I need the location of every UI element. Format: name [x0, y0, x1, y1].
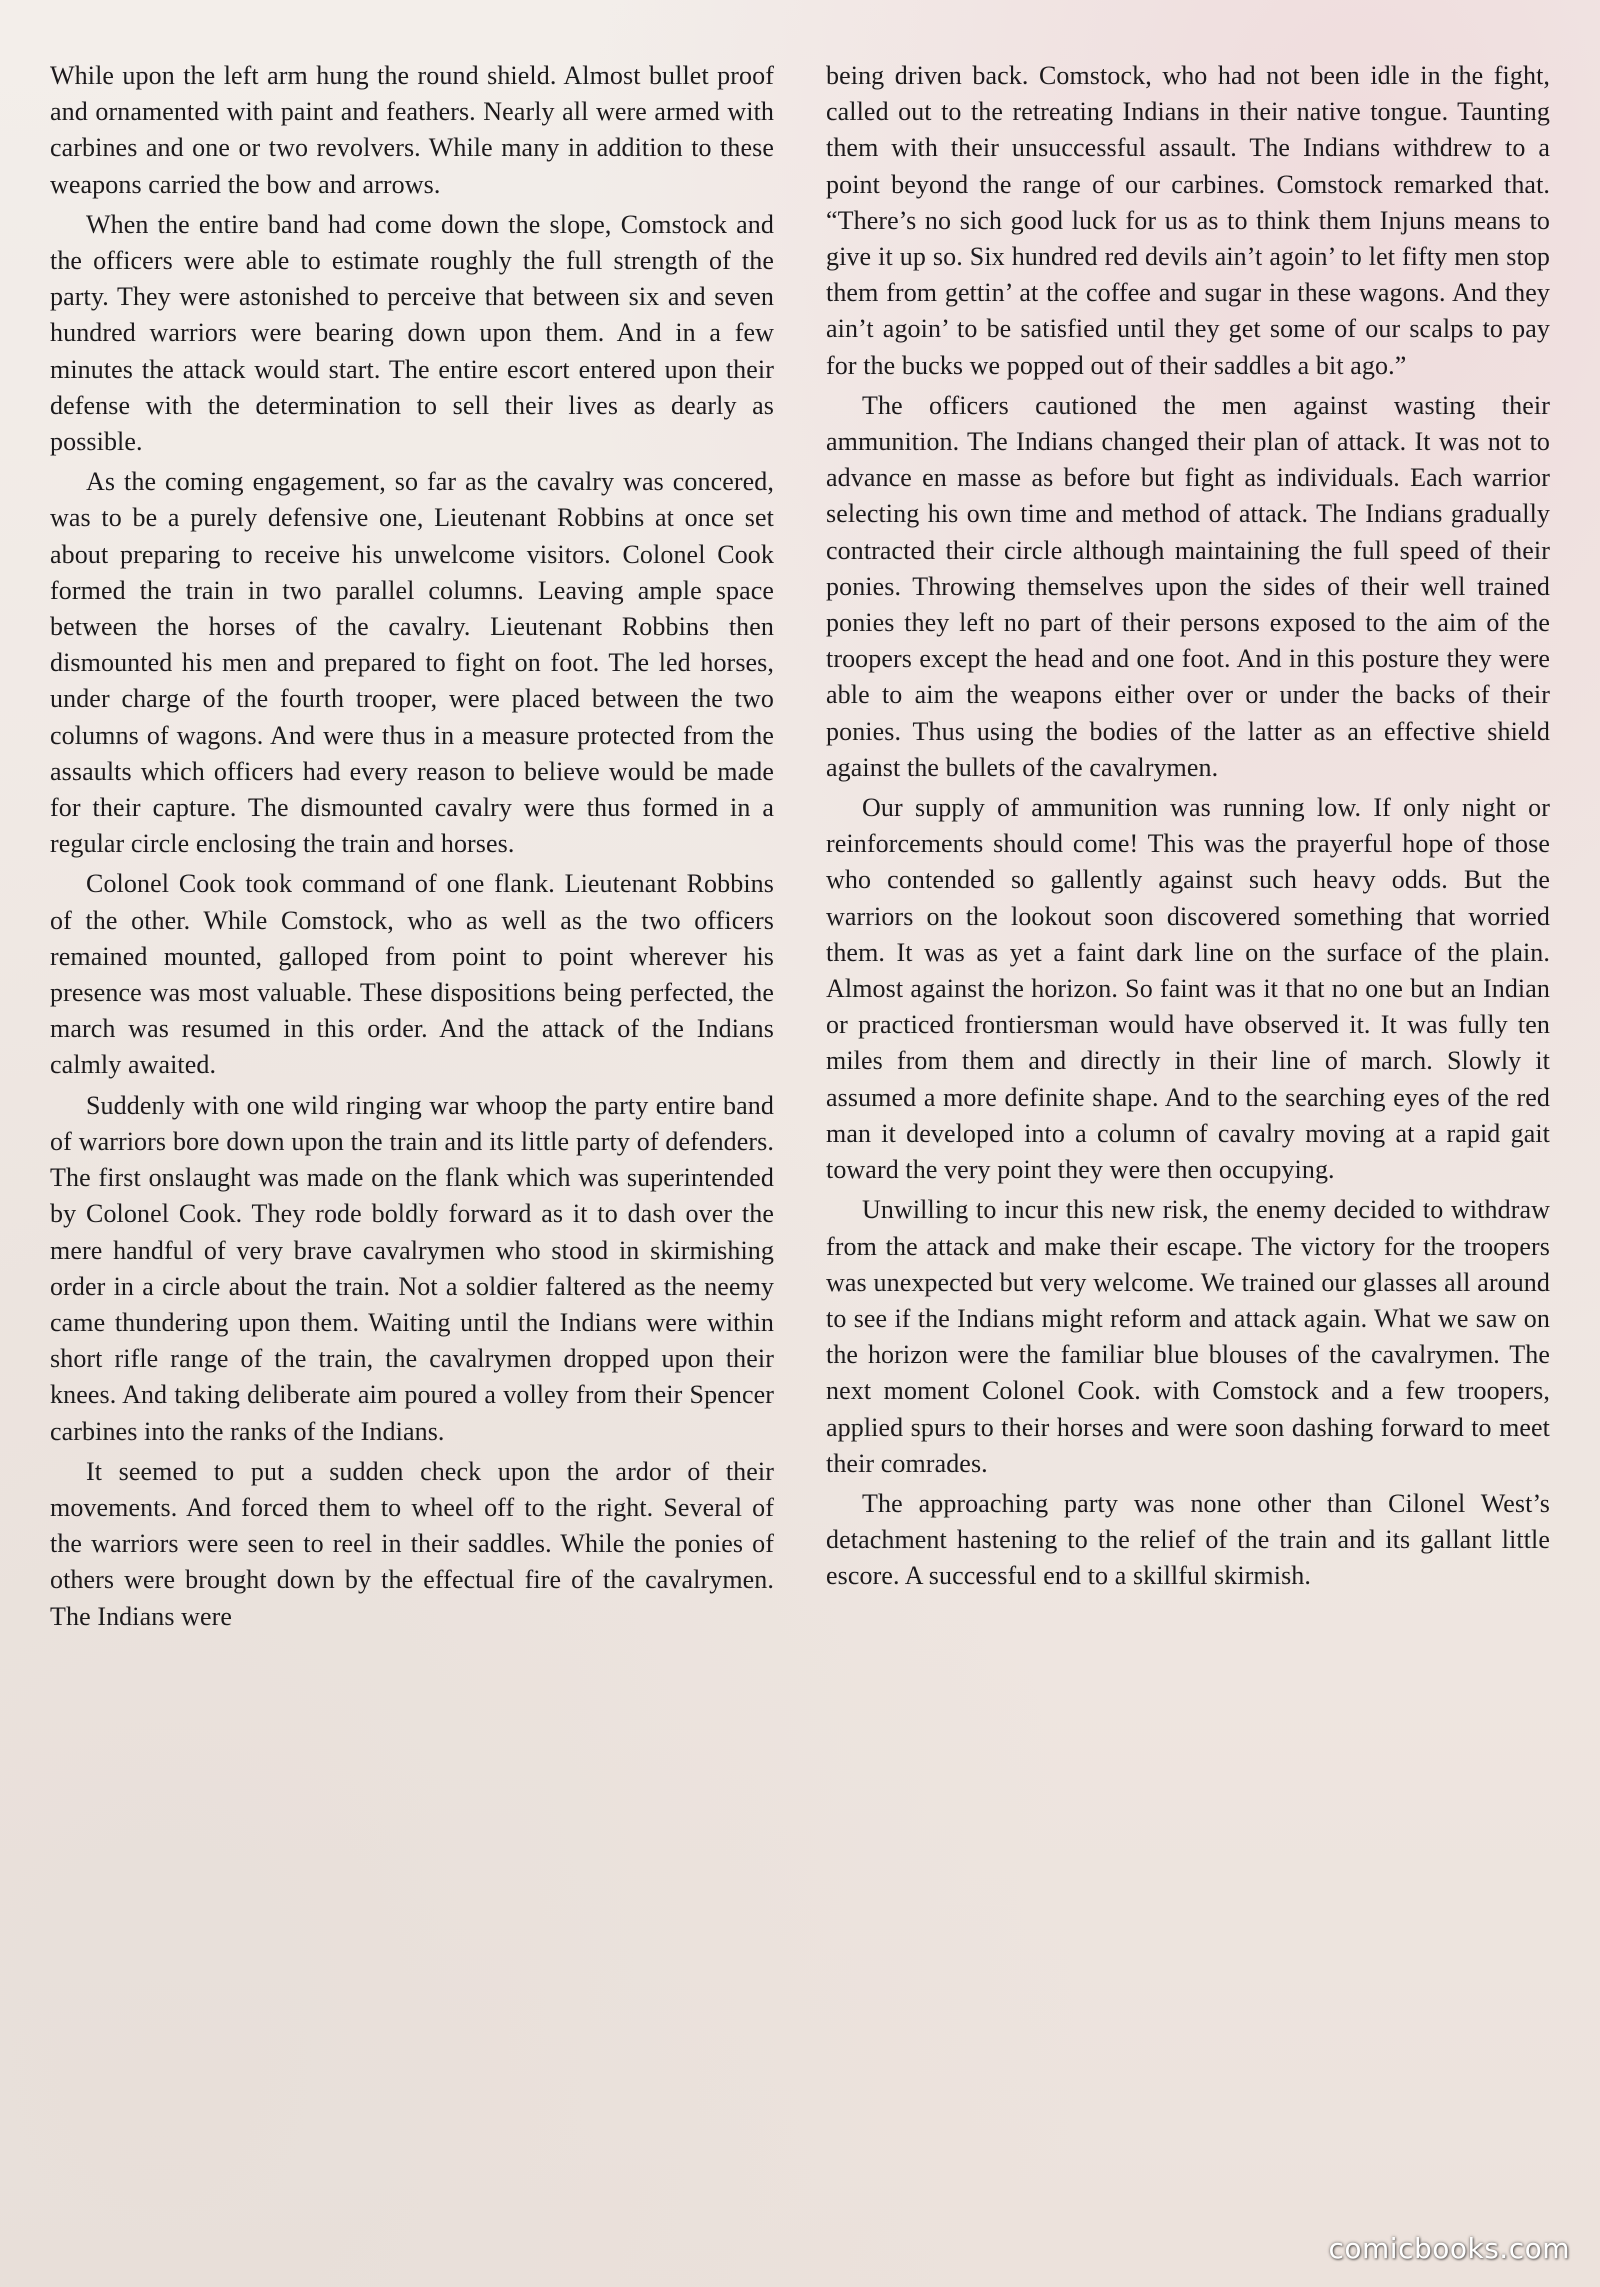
left-column	[50, 58, 774, 2168]
paragraph: The officers cautioned the men against wasting their ammunition. The Indians changed their plan of attack. It was not to advance en masse as before but fight as individuals. Each warrior selecting his own time and method of attack. The Indians gradually contracted their circle although maintaining the full speed of their ponies. Throwing themselves upon the sides of their well trained ponies they left no part of their persons exposed to the aim of the troopers except the head and one foot. And in this posture they were able to aim the weapons either over or under the backs of their ponies. Thus using the bodies of the latter as an effective shield against the bullets of the cavalrymen.	[826, 390, 1550, 782]
paragraph: When the entire band had come down the slope, Comstock and the officers were able to estimate roughly the full strength of the party. They were astonished to perceive that between six and seven hundred warriors were bearing down upon them. And in a few minutes the attack would start. The entire escort entered upon their defense with the determination to sell their lives as dearly as possible.	[50, 209, 774, 457]
paragraph: being driven back. Comstock, who had not been idle in the fight, called out to the retreating Indians in their native tongue. Taunting them with their unsuccessful assault. The Indians withdrew to a point beyond the range of our carbines. Comstock remarked that. “There’s no sich good luck for us as to think them Injuns means to give it up so. Six hundred red devils ain’t agoin’ to let fifty men stop them from gettin’ at the coffee and sugar in these wagons. And they ain’t agoin’ to be satisfied until they get some of our scalps to pay for the bucks we popped out of their saddles a bit ago.”	[826, 61, 1550, 380]
paragraph: Unwilling to incur this new risk, the enemy decided to withdraw from the attack and make their escape. The victory for the troopers was unexpected but very welcome. We trained our glasses all around to see if the Indians might reform and attack again. What we saw on the horizon were the familiar blue blouses of the cavalrymen. The next moment Colonel Cook. with Comstock and a few troopers, applied spurs to their horses and were soon dashing forward to meet their comrades.	[826, 1195, 1550, 1478]
paragraph: As the coming engagement, so far as the cavalry was concered, was to be a purely defensive one, Lieutenant Robbins at once set about preparing to receive his unwelcome visitors. Colonel Cook formed the train in two parallel columns. Leaving ample space between the horses of the cavalry. Lieutenant Robbins then dismounted his men and prepared to fight on foot. The led horses, under charge of the fourth trooper, were placed between the two columns of wagons. And were thus in a measure protected from the assaults which officers had every reason to believe would be made for their capture. The dismounted cavalry were thus formed in a regular circle enclosing the train and horses.	[50, 467, 774, 859]
text-columns	[50, 58, 1550, 2168]
right-column	[826, 58, 1550, 2168]
paragraph: Our supply of ammunition was running low. If only night or reinforcements should come! This was the prayerful hope of those who contended so gallently against such heavy odds. But the warriors on the lookout soon discovered something that worried them. It was as yet a faint dark line on the surface of the plain. Almost against the horizon. So faint was it that no one but an Indian or practiced frontiersman would have observed it. It was fully ten miles from them and directly in their line of march. Slowly it assumed a more definite shape. And to the searching eyes of the red man it developed into a column of cavalry moving at a rapid gait toward the very point they were then occupying.	[826, 793, 1550, 1185]
paragraph: While upon the left arm hung the round shield. Almost bullet proof and ornamented with paint and feathers. Nearly all were armed with carbines and one or two revolvers. While many in addition to these weapons carried the bow and arrows.	[50, 61, 774, 199]
paragraph: Colonel Cook took command of one flank. Lieutenant Robbins of the other. While Comstock, who as well as the two officers remained mounted, galloped from point to point wherever his presence was most valuable. These dispositions being perfected, the march was resumed in this order. And the attack of the Indians calmly awaited.	[50, 869, 774, 1080]
paragraph: It seemed to put a sudden check upon the ardor of their movements. And forced them to wheel off to the right. Several of the warriors were seen to reel in their saddles. While the ponies of others were brought down by the effectual fire of the cavalrymen. The Indians were	[50, 1456, 774, 1631]
watermark: comicbooks.com	[1328, 2232, 1570, 2265]
paragraph: Suddenly with one wild ringing war whoop the party entire band of warriors bore down upon the train and its little party of defenders. The first onslaught was made on the flank which was superintended by Colonel Cook. They rode boldly forward as it to dash over the mere handful of very brave cavalrymen who stood in skirmishing order in a circle about the train. Not a soldier faltered as the neemy came thundering upon them. Waiting until the Indians were within short rifle range of the train, the cavalrymen dropped upon their knees. And taking deliberate aim poured a volley from their Spencer carbines into the ranks of the Indians.	[50, 1090, 774, 1446]
paragraph: The approaching party was none other than Cilonel West’s detachment hastening to the relief of the train and its gallant little escore. A successful end to a skillful skirmish.	[826, 1488, 1550, 1591]
